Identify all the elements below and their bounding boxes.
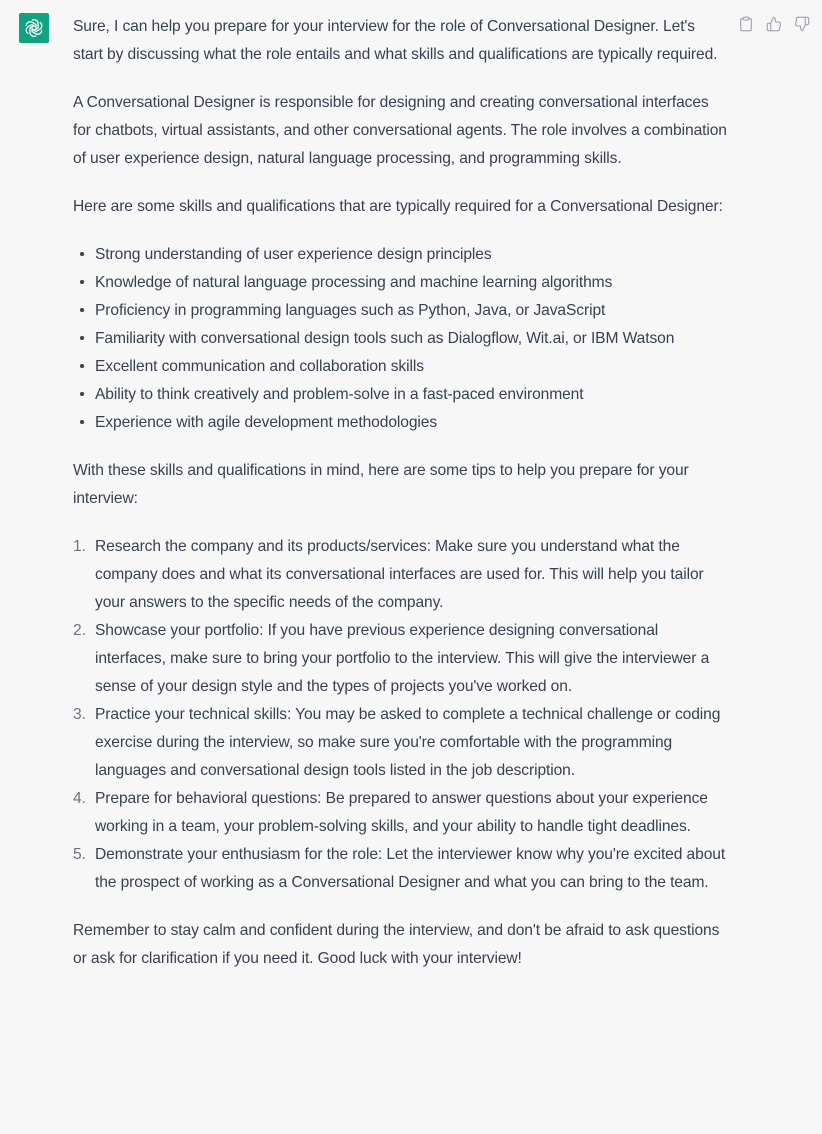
message-actions [738,16,810,32]
list-number: 3. [73,706,86,723]
list-number: 5. [73,846,86,863]
intro-paragraph: Sure, I can help you prepare for your interview for the role of Conversational Designer. Let's start by discussing what the role entails and what skills and qualifications are typically required. [73,18,718,63]
list-item [73,841,728,897]
list-item [73,617,728,701]
list-item: Excellent communication and collaboration skills [73,353,728,381]
list-item: Ability to think creatively and problem-solve in a fast-paced environment [73,381,728,409]
assistant-avatar [19,13,49,43]
thumbs-down-button[interactable] [794,16,810,32]
list-item-text: Prepare for behavioral questions: Be prepared to answer questions about your experience working in a team, your problem-solving skills, and your ability to handle tight deadlines. [95,790,708,835]
list-item [73,701,728,785]
role-description-paragraph: A Conversational Designer is responsible for designing and creating conversational interfaces for chatbots, virtual assistants, and other conversational agents. The role involves a combination of user experience design, natural language processing, and programming skills. [73,94,727,167]
copy-button[interactable] [738,16,754,32]
closing-paragraph: Remember to stay calm and confident during the interview, and don't be afraid to ask questions or ask for clarification if you need it. Good luck with your interview! [73,922,720,967]
list-item-text: Demonstrate your enthusiasm for the role: Let the interviewer know why you're excited about the prospect of working as a Conversational Designer and what you can bring to the team. [95,846,726,891]
list-item: Experience with agile development methodologies [73,409,728,437]
list-item: Strong understanding of user experience design principles [73,241,728,269]
list-number: 4. [73,790,86,807]
list-number: 2. [73,622,86,639]
tips-intro-paragraph: With these skills and qualifications in mind, here are some tips to help you prepare for your interview: [73,462,689,507]
list-item: Familiarity with conversational design tools such as Dialogflow, Wit.ai, or IBM Watson [73,325,728,353]
thumbs-down-icon [794,16,810,32]
list-item [73,785,728,841]
list-item-text: Practice your technical skills: You may be asked to complete a technical challenge or coding exercise during the interview, so make sure you're comfortable with the programming languages and conversational design tools listed in the job description. [95,706,721,779]
list-item-text: Research the company and its products/services: Make sure you understand what the company does and what its conversational interfaces are used for. This will help you tailor your answers to the specific needs of the company. [95,538,704,611]
list-item [73,533,728,617]
list-number: 1. [73,538,86,555]
tips-list [73,533,728,897]
skills-list [73,241,728,437]
list-item-text: Showcase your portfolio: If you have previous experience designing conversational interfaces, make sure to bring your portfolio to the interview. This will give the interviewer a sense of your design style and the types of projects you've worked on. [95,622,710,695]
skills-intro-paragraph: Here are some skills and qualifications that are typically required for a Conversational Designer: [73,198,723,215]
clipboard-icon [738,16,754,32]
openai-logo-icon [23,17,45,39]
assistant-message [73,13,728,993]
list-item: Knowledge of natural language processing and machine learning algorithms [73,269,728,297]
list-item: Proficiency in programming languages such as Python, Java, or JavaScript [73,297,728,325]
thumbs-up-icon [766,16,782,32]
thumbs-up-button[interactable] [766,16,782,32]
